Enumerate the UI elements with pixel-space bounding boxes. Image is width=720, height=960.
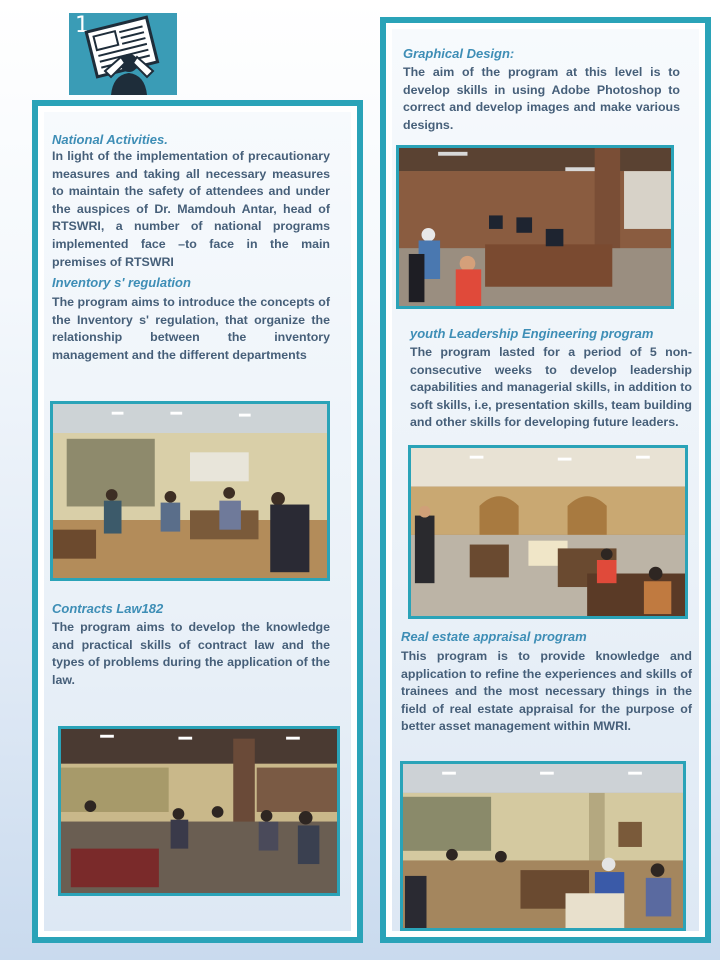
contracts-law-heading: Contracts Law182 — [52, 601, 164, 616]
real-estate-heading: Real estate appraisal program — [401, 629, 587, 644]
right-panel — [380, 17, 711, 943]
graphical-design-heading: Graphical Design: — [403, 46, 515, 61]
inventory-regulation-heading: Inventory s' regulation — [52, 275, 191, 290]
youth-leadership-heading: youth Leadership Engineering program — [410, 326, 654, 341]
left-panel — [32, 100, 363, 943]
youth-leadership-text: The program lasted for a period of 5 non-consecutive weeks to develop leadership capabilities and managerial skills, in addition to soft skills, i.e, presentation skills, team building and other skills for developing future leaders. — [410, 345, 692, 430]
inventory-training-photo — [50, 401, 330, 581]
graphical-design-text: The aim of the program at this level is to develop skills in using Adobe Photoshop to correct and develop images and make various designs. — [403, 65, 680, 132]
real-estate-text: This program is to provide knowledge and application to refine the experiences and skills of trainees and the most necessary things in the field of real estate appraisal for the purpose of better asset management within MWRI. — [401, 649, 692, 734]
national-activities-text: In light of the implementation of precautionary measures and taking all necessary measures to maintain the safety of attendees and under the auspices of Dr. Mamdouh Antar, head of RTSWRI, a number of national programs implemented face –to face in the main premises of RTSWRI — [52, 149, 330, 269]
youth-leadership-photo — [408, 445, 688, 619]
section-number: 1 — [75, 13, 89, 38]
inventory-regulation-text: The program aims to introduce the concepts of the Inventory s' regulation, that organize the relationship between the inventory management and the different departments — [52, 295, 330, 362]
section-badge — [69, 13, 177, 95]
left-panel-body — [44, 112, 351, 931]
contracts-law-photo — [58, 726, 340, 896]
graphical-design-photo — [396, 145, 674, 309]
right-panel-body — [392, 29, 699, 931]
newspaper-icon — [69, 13, 177, 95]
contracts-law-text: The program aims to develop the knowledge and practical skills of contract law and the types of problems during the application of the law. — [52, 620, 330, 687]
real-estate-photo — [400, 761, 686, 931]
national-activities-heading: National Activities. — [52, 132, 168, 147]
